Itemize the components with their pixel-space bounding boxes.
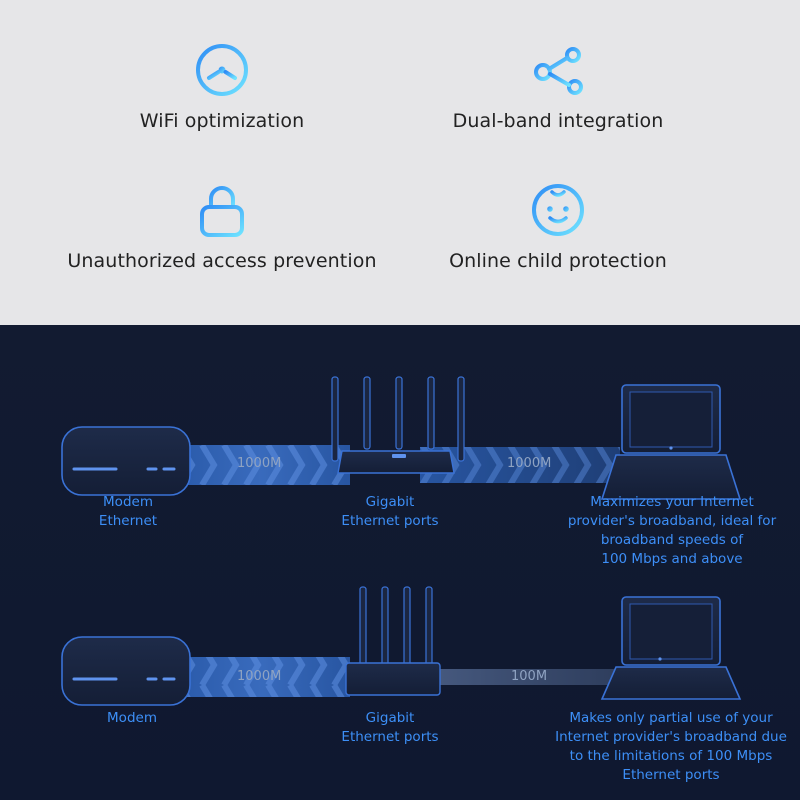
laptop-device [602,597,740,699]
row2-modem-caption: Modem [107,710,157,726]
feature-label: Online child protection [449,250,667,272]
row2-connection [62,587,740,705]
row1-modem-caption: Modem Ethernet [98,494,158,529]
router-four-antenna [346,587,440,695]
modem-device [62,427,190,495]
connection-diagram-panel [0,325,800,800]
row2-router-caption: Gigabit Ethernet ports [341,710,439,745]
fan-icon [194,42,250,98]
row2-speed-left: 1000M [237,669,282,684]
row1-speed-right: 1000M [507,456,552,471]
row1-speed-left: 1000M [237,456,282,471]
feature-label: Unauthorized access prevention [67,250,377,272]
feature-panel [0,0,800,325]
row2-laptop-caption: Makes only partial use of your Internet provider's broadband due to the limitations of 100 Mbps Ethernet ports [555,710,787,783]
lock-icon [194,182,250,238]
row1-router-caption: Gigabit Ethernet ports [341,494,439,529]
feature-label: Dual-band integration [452,110,664,132]
modem-device [62,637,190,705]
router-seven-antenna [332,377,464,473]
laptop-device [602,385,740,499]
share-nodes-icon [530,42,586,98]
row1-connection [62,377,740,499]
row2-speed-right: 100M [511,669,548,684]
row1-laptop-caption: Maximizes your Internet provider's broadband, ideal for broadband speeds of 100 Mbps and above [567,494,777,567]
feature-label: WiFi optimization [139,110,305,132]
smiley-face-icon [530,182,586,238]
